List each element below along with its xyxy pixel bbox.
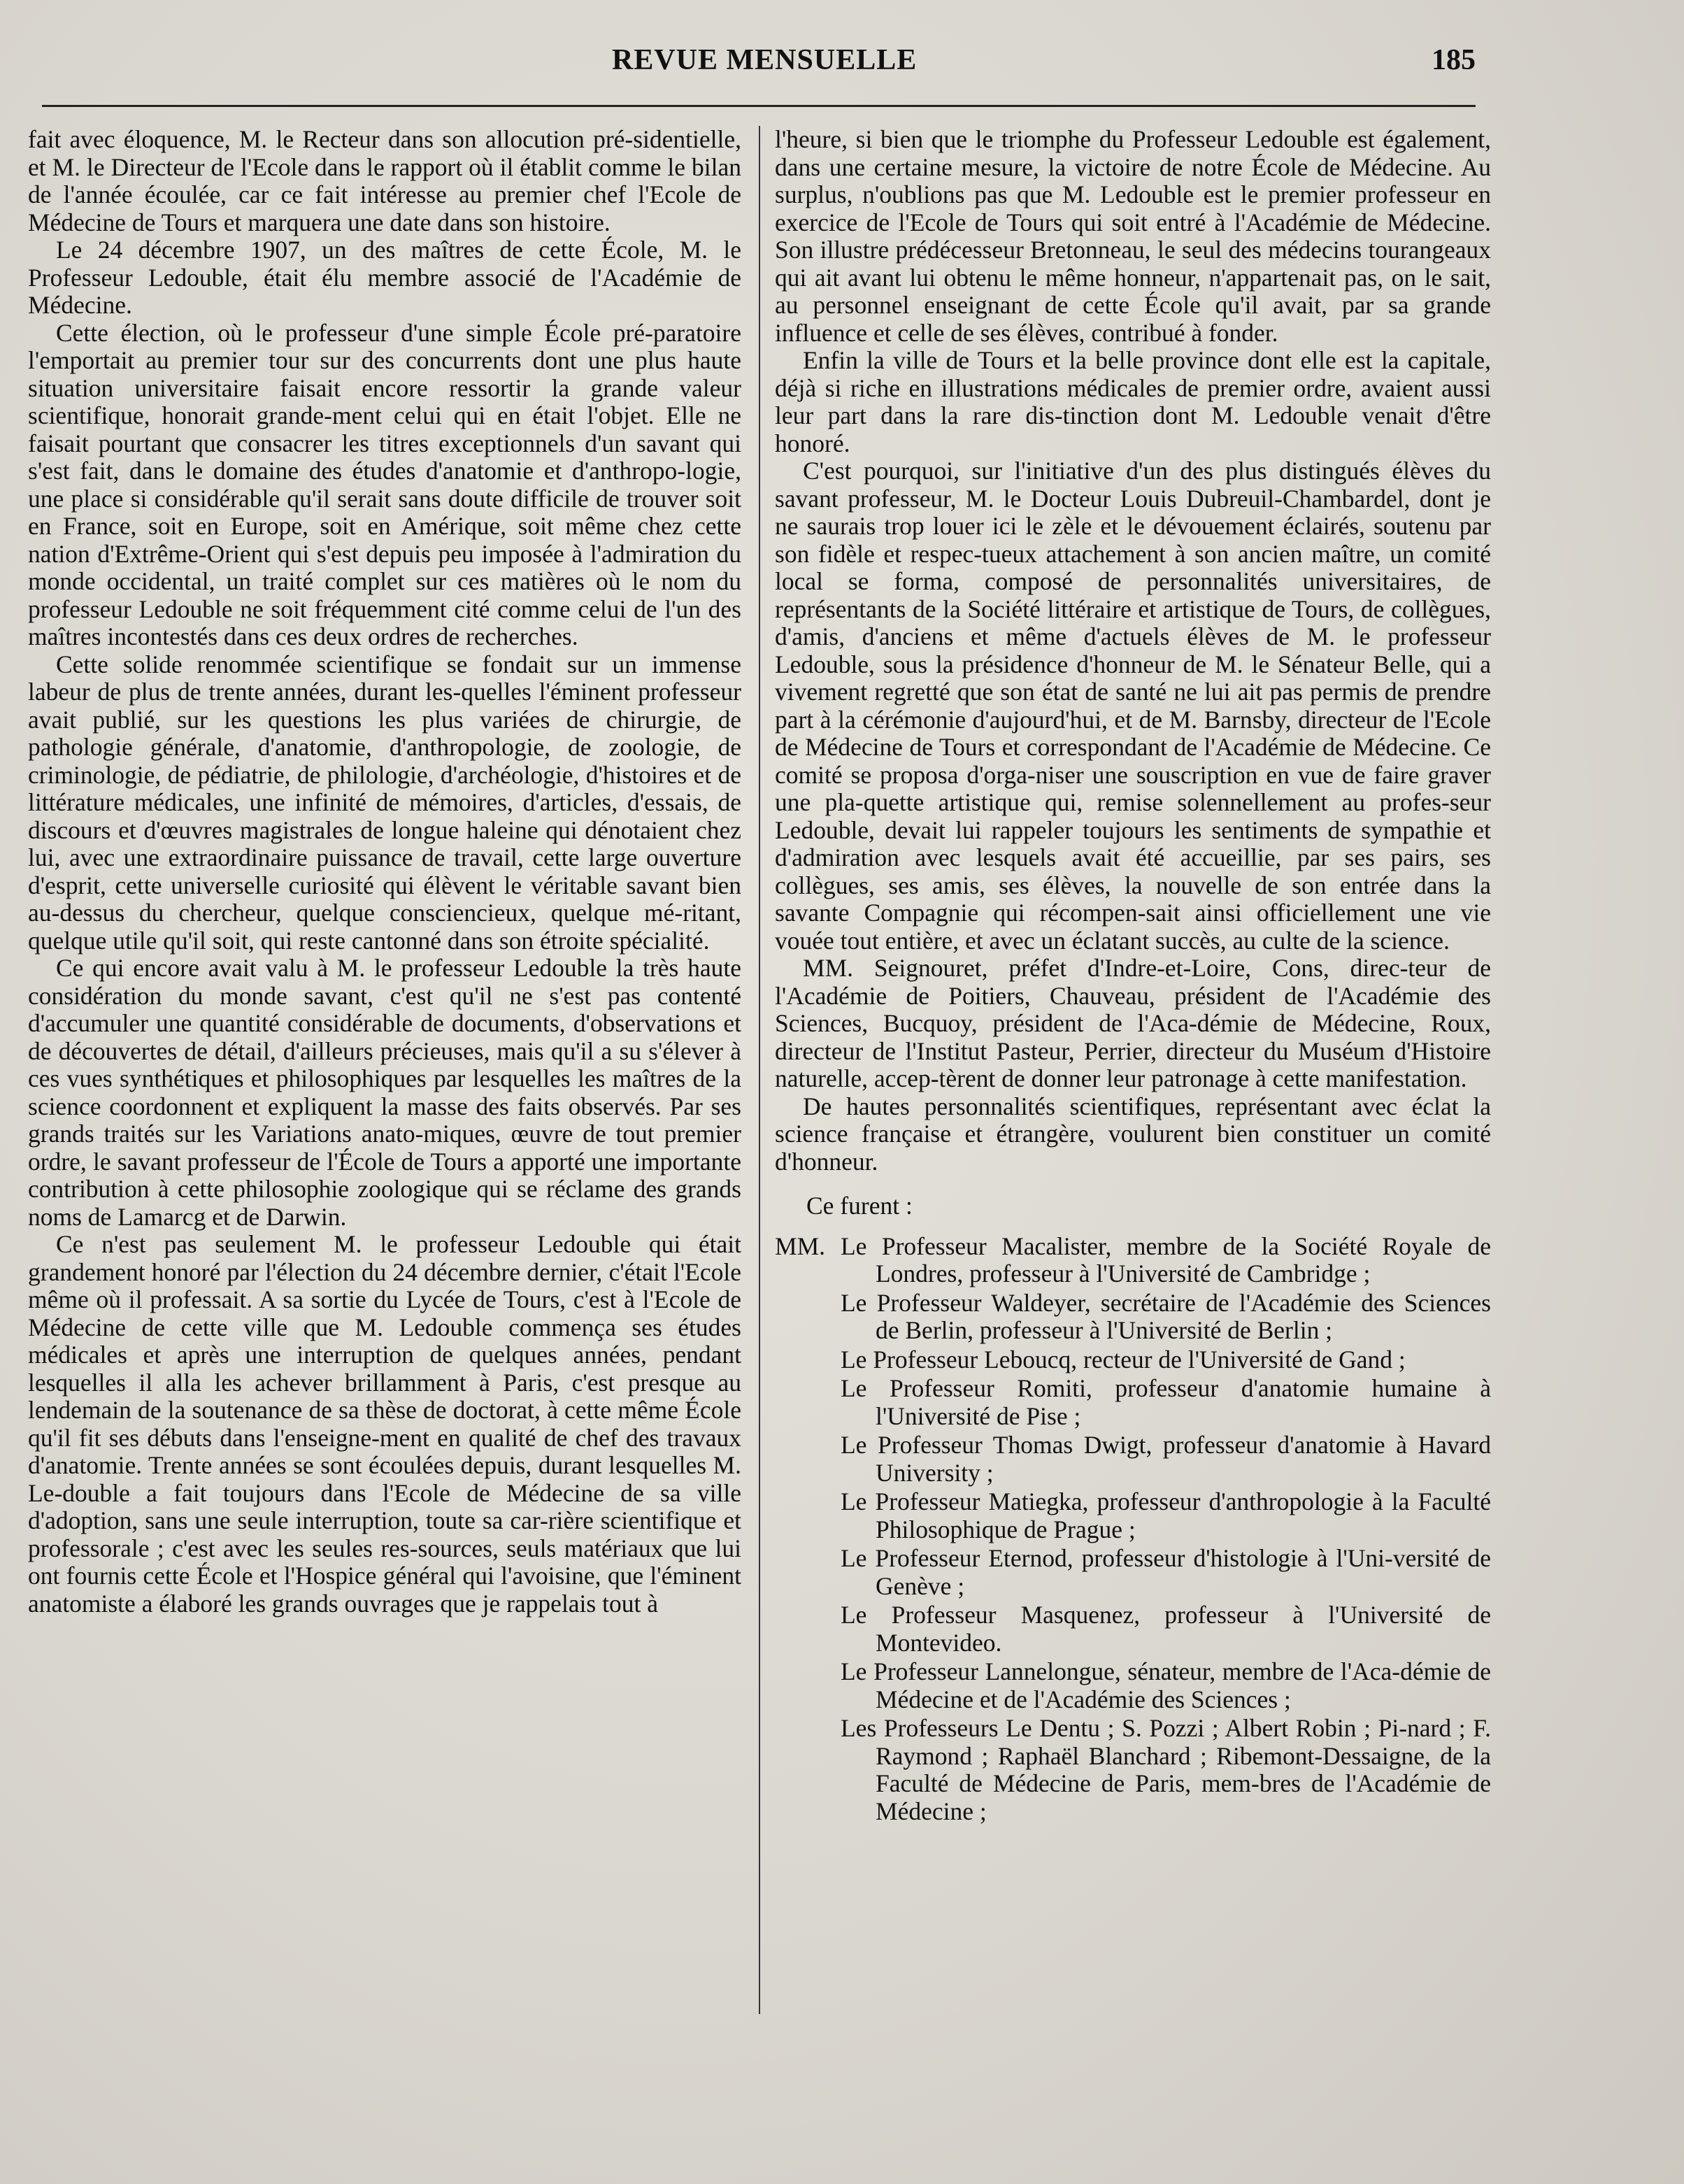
list-item: Le Professeur Macalister, membre de la Société Royale de Londres, professeur à l'Université de Cambridge ; xyxy=(841,1232,1491,1287)
paragraph: Ce qui encore avait valu à M. le professeur Ledouble la très haute considération du monde savant, c'est qu'il ne s'est pas contenté d'accumuler une quantité considérable de documents, d'observations et de découvertes de détail, d'ailleurs précieuses, mais qu'il a su s'élever à ces vues synthétiques et philosophiques par lesquelles les maîtres de la science coordonnent et expliquent la masse des faits observés. Par ses grands traités sur les Variations anato-miques, œuvre de tout premier ordre, le savant professeur de l'École de Tours a apporté une importante contribution à cette philosophie zoologique qui se réclame des grands noms de Lamarcg et de Darwin. xyxy=(28,954,741,1231)
paragraph: Ce n'est pas seulement M. le professeur Ledouble qui était grandement honoré par l'élection du 24 décembre dernier, c'était l'Ecole même où il professait. A sa sortie du Lycée de Tours, c'est à l'Ecole de Médecine de cette ville que M. Ledouble commença ses études médicales et après une interruption de quelques années, pendant lesquelles il alla les achever brillamment à Paris, c'est presque au lendemain de la soutenance de sa thèse de doctorat, à cette même École qu'il fit ses débuts dans l'enseigne-ment en qualité de chef des travaux d'anatomie. Trente années se sont écoulées depuis, durant lesquelles M. Le-double a fait toujours dans l'Ecole de Médecine de sa ville d'adoption, sans une seule interruption, toute sa car-rière scientifique et professorale ; c'est avec les seules res-sources, seuls matériaux que lui ont fournis cette École et l'Hospice général qui l'avoisine, que l'éminent anatomiste a élaboré les grands ouvrages que je rappelais tout à xyxy=(28,1230,741,1618)
member-list xyxy=(841,1233,1491,1826)
left-column xyxy=(28,126,741,1618)
paragraph: MM. Seignouret, préfet d'Indre-et-Loire, Cons, direc-teur de l'Académie de Poitiers, Chauveau, président de l'Académie des Sciences, Bucquoy, président de l'Aca-démie de Médecine, Roux, directeur de l'Institut Pasteur, Perrier, directeur du Muséum d'Histoire naturelle, accep-tèrent de donner leur patronage à cette manifestation. xyxy=(775,954,1491,1092)
list-item: Le Professeur Masquenez, professeur à l'Université de Montevideo. xyxy=(841,1601,1491,1657)
paragraph: Enfin la ville de Tours et la belle province dont elle est la capitale, déjà si riche en illustrations médicales de premier ordre, avaient aussi leur part dans la rare dis-tinction dont M. Ledouble venait d'être honoré. xyxy=(775,346,1491,457)
paragraph: Cette solide renommée scientifique se fondait sur un immense labeur de plus de trente années, durant les-quelles l'éminent professeur avait publié, sur les questions les plus variées de chirurgie, de pathologie générale, d'anatomie, d'anthropologie, de zoologie, de criminologie, de pédiatrie, de philologie, d'archéologie, d'histoires et de littérature médicales, une infinité de mémoires, d'articles, d'essais, de discours et d'œuvres magistrales de longue haleine qui dénotaient chez lui, avec une extraordinaire puissance de travail, cette large ouverture d'esprit, cette universelle curiosité qui élèvent le véritable savant bien au-dessus du chercheur, quelque consciencieux, quelque mé-ritant, quelque utile qu'il soit, qui reste cantonné dans son étroite spécialité. xyxy=(28,650,741,955)
list-item: Le Professeur Romiti, professeur d'anatomie humaine à l'Université de Pise ; xyxy=(841,1374,1491,1430)
list-intro: Ce furent : xyxy=(806,1192,913,1220)
right-column xyxy=(775,126,1491,1827)
header-rule xyxy=(42,105,1476,107)
paragraph: Cette élection, où le professeur d'une simple École pré-paratoire l'emportait au premier tour sur des concurrents dont une plus haute situation universitaire faisait encore ressortir la grande valeur scientifique, honorait grande-ment celui qui en était l'objet. Elle ne faisait pourtant que consacrer les titres exceptionnels d'un savant qui s'est fait, dans le domaine des études d'anatomie et d'anthropo-logie, une place si considérable qu'il serait sans doute difficile de trouver soit en France, soit en Europe, soit en Amérique, soit même chez cette nation d'Extrême-Orient qui s'est depuis peu imposée à l'admiration du monde occidental, un traité complet sur ces matières où le nom du professeur Ledouble ne soit fréquemment cité comme celui de l'un des maîtres incontestés dans ces deux ordres de recherches. xyxy=(28,318,741,650)
list-item: Le Professeur Leboucq, recteur de l'Université de Gand ; xyxy=(841,1345,1406,1373)
paragraph: l'heure, si bien que le triomphe du Professeur Ledouble est également, dans une certaine mesure, la victoire de notre École de Médecine. Au surplus, n'oublions pas que M. Ledouble est le premier professeur en exercice de l'Ecole de Tours qui soit entré à l'Académie de Médecine. Son illustre prédécesseur Bretonneau, le seul des médecins tourangeaux qui ait avant lui obtenu le même honneur, n'appartenait pas, on le sait, au personnel enseignant de cette École qu'il avait, par sa grande influence et celle de ses élèves, contribué à fonder. xyxy=(775,125,1491,347)
paragraph: Le 24 décembre 1907, un des maîtres de cette École, M. le Professeur Ledouble, était élu membre associé de l'Académie de Médecine. xyxy=(28,236,741,319)
list-item: Le Professeur Lannelongue, sénateur, membre de l'Aca-démie de Médecine et de l'Académie des Sciences ; xyxy=(841,1657,1491,1713)
paragraph: C'est pourquoi, sur l'initiative d'un des plus distingués élèves du savant professeur, M. le Docteur Louis Dubreuil-Chambardel, dont je ne saurais trop louer ici le zèle et le dévouement éclairés, soutenu par son fidèle et respec-tueux attachement à son ancien maître, un comité local se forma, composé de personnalités universitaires, de représentants de la Société littéraire et artistique de Tours, de collègues, d'amis, d'anciens et même d'actuels élèves de M. le professeur Ledouble, sous la présidence d'honneur de M. le Sénateur Belle, qui a vivement regretté que son état de santé ne lui ait pas permis de prendre part à la cérémonie d'aujourd'hui, et de M. Barnsby, directeur de l'Ecole de Médecine de Tours et correspondant de l'Académie de Médecine. Ce comité se proposa d'orga-niser une souscription en vue de faire graver une pla-quette artistique qui, remise solennellement au profes-seur Ledouble, devait lui rappeler toujours les sentiments de sympathie et d'admiration avec lesquels avait été accueillie, par ses pairs, ses collègues, ses amis, ses élèves, la nouvelle de son entrée dans la savante Compagnie qui récompen-sait ainsi officiellement une vie vouée tout entière, et avec un éclatant succès, au culte de la science. xyxy=(775,457,1491,955)
running-title: REVUE MENSUELLE xyxy=(612,44,918,76)
column-divider xyxy=(759,126,760,2014)
list-item: Le Professeur Waldeyer, secrétaire de l'Académie des Sciences de Berlin, professeur à l'Université de Berlin ; xyxy=(841,1288,1491,1344)
page-number: 185 xyxy=(1432,44,1476,76)
list-item: Les Professeurs Le Dentu ; S. Pozzi ; Albert Robin ; Pi-nard ; F. Raymond ; Raphaël Blanchard ; Ribemont-Dessaigne, de la Faculté de Médecine de Paris, mem-bres de l'Académie de Médecine ; xyxy=(841,1714,1491,1825)
page-header xyxy=(42,43,1476,92)
honor-committee-list xyxy=(775,1233,1491,1826)
list-item: Le Professeur Matiegka, professeur d'anthropologie à la Faculté Philosophique de Prague ; xyxy=(841,1487,1491,1543)
list-item: Le Professeur Eternod, professeur d'histologie à l'Uni-versité de Genève ; xyxy=(841,1544,1491,1600)
paragraph: De hautes personnalités scientifiques, représentant avec éclat la science française et étrangère, voulurent bien constituer un comité d'honneur. xyxy=(775,1092,1491,1176)
list-item: Le Professeur Thomas Dwigt, professeur d'anatomie à Havard University ; xyxy=(841,1431,1491,1487)
list-prefix: MM. xyxy=(775,1232,826,1260)
paragraph: fait avec éloquence, M. le Recteur dans son allocution pré-sidentielle, et M. le Directeur de l'Ecole dans le rapport où il établit comme le bilan de l'année écoulée, car ce fait intéresse au premier chef l'Ecole de Médecine de Tours et marquera une date dans son histoire. xyxy=(28,125,741,236)
